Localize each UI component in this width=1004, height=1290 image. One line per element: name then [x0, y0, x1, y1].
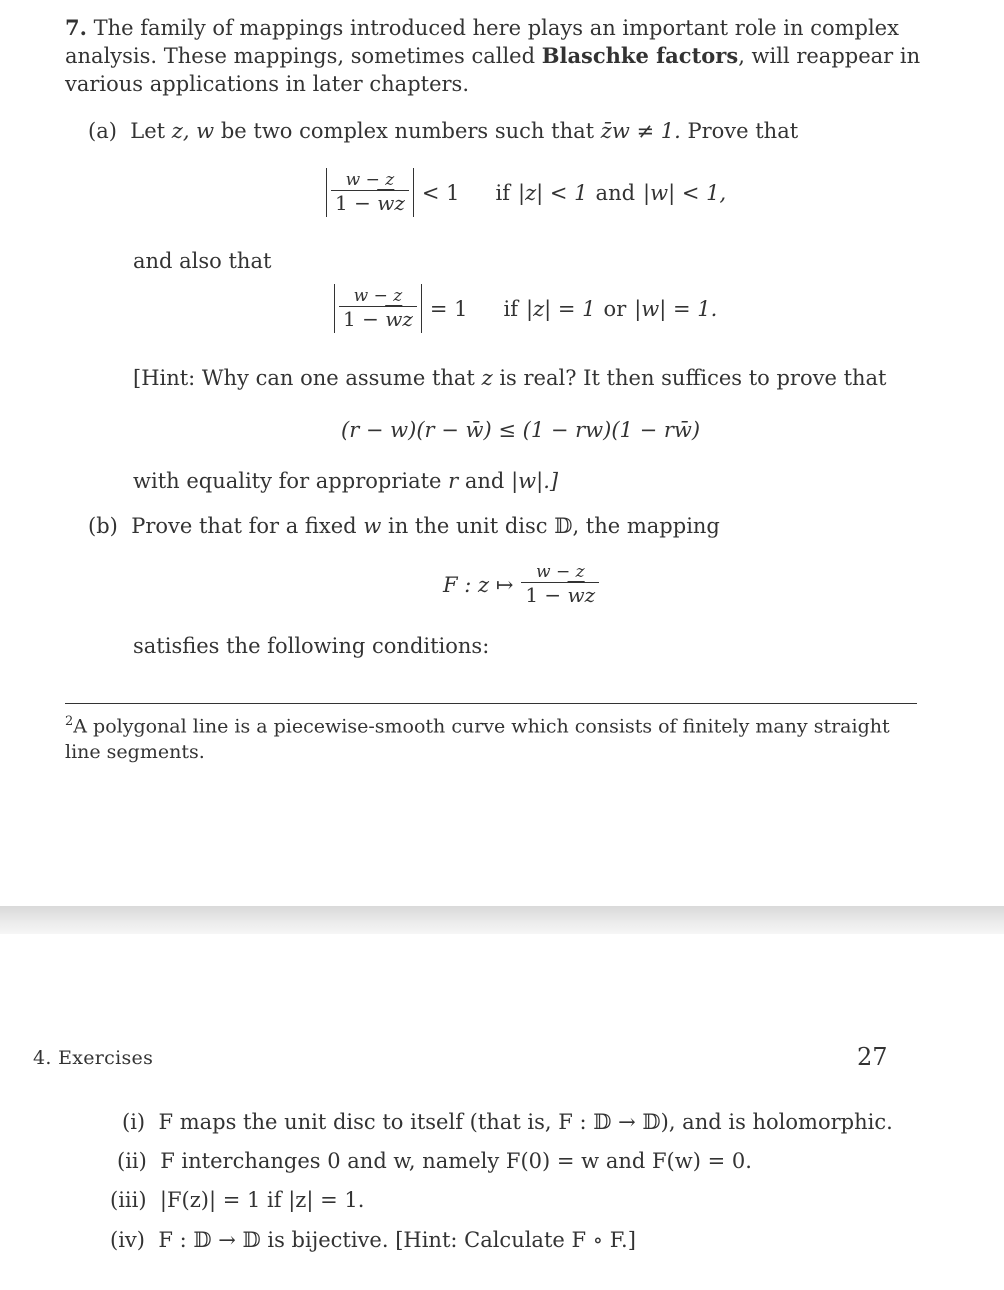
part-a-label: (a): [88, 119, 117, 143]
eq1-if: if: [495, 180, 511, 205]
condition-item-ii: (ii) F interchanges 0 and w, namely F(0) = w and F(w) = 0.: [117, 1149, 752, 1173]
condition-item-iii: (iii) |F(z)| = 1 if |z| = 1.: [110, 1188, 365, 1212]
fraction-2-numerator: w − z: [353, 286, 403, 306]
part-a-vars: z, w: [171, 119, 215, 143]
equality-text: with equality for appropriate r and |w|.]: [133, 469, 559, 493]
part-a-text: Let: [130, 119, 166, 143]
eq2-if: if: [503, 296, 519, 321]
condition-item-iv: (iv) F : 𝔻 → 𝔻 is bijective. [Hint: Calculate F ∘ F.]: [110, 1228, 636, 1252]
footnote-mark: 2: [65, 714, 74, 729]
eq1-and: and: [595, 180, 636, 205]
equation-1: [326, 168, 726, 217]
eq1-cond2: |w| < 1,: [643, 180, 727, 205]
hint-inequality: (r − w)(r − w̄) ≤ (1 − rw)(1 − rw̄): [341, 418, 701, 442]
fraction-1: [331, 170, 409, 215]
and-also-text: and also that: [133, 249, 272, 273]
footnote: [65, 709, 925, 765]
problem-intro: [65, 14, 925, 98]
condition-item-i: (i) F maps the unit disc to itself (that is, F : 𝔻 → 𝔻), and is holomorphic.: [122, 1110, 893, 1134]
satisfies-text: satisfies the following conditions:: [133, 634, 490, 658]
eq2-relation: = 1: [429, 296, 468, 321]
part-a-condition: z̄w ≠ 1.: [600, 119, 681, 143]
abs-fraction-1: [326, 168, 414, 217]
mapping-fraction: $\frac{w - z}{1 - \overline{w}z}$: [521, 562, 599, 607]
eq2-cond: |z| = 1: [526, 296, 596, 321]
eq1-cond: |z| < 1: [518, 180, 588, 205]
fraction-2-denominator: $1 - \overline{w}z$: [339, 306, 417, 331]
part-b-statement: (b) Prove that for a fixed w in the unit disc 𝔻, the mapping: [88, 514, 720, 538]
page-number: 27: [857, 1043, 888, 1071]
part-a-prove: Prove that: [687, 119, 799, 143]
part-b-label: (b): [88, 514, 118, 538]
abs-fraction-2: [334, 284, 422, 333]
problem-number: 7.: [65, 15, 87, 40]
fraction-1-denominator: $1 - \overline{w}z$: [331, 190, 409, 215]
part-a-text-mid: be two complex numbers such that: [220, 119, 595, 143]
eq2-cond2: |w| = 1.: [634, 296, 718, 321]
footnote-rule: [65, 703, 917, 704]
hint-text: [Hint: Why can one assume that z is real? It then suffices to prove that: [133, 366, 887, 390]
page-break-divider: [0, 906, 1004, 934]
fraction-1-numerator: w − z: [345, 170, 395, 190]
eq1-relation: < 1: [421, 180, 460, 205]
fraction-2: [339, 286, 417, 331]
mapping-equation: [443, 562, 599, 607]
intro-text-end: , will reappear in various applications in later chapters.: [65, 44, 921, 96]
footnote-text: A polygonal line is a piecewise-smooth curve which consists of finitely many straight line segments.: [65, 715, 890, 764]
mapping-lhs: F : z ↦: [443, 572, 514, 597]
part-a-statement: [88, 117, 798, 145]
running-head: 4. Exercises: [33, 1047, 154, 1069]
blaschke-term: Blaschke factors: [541, 43, 739, 68]
intro-text: The family of mappings introduced here plays an important role in complex analysis. These mappings, sometimes called: [65, 16, 899, 68]
equation-2: [334, 284, 717, 333]
eq2-or: or: [603, 296, 627, 321]
